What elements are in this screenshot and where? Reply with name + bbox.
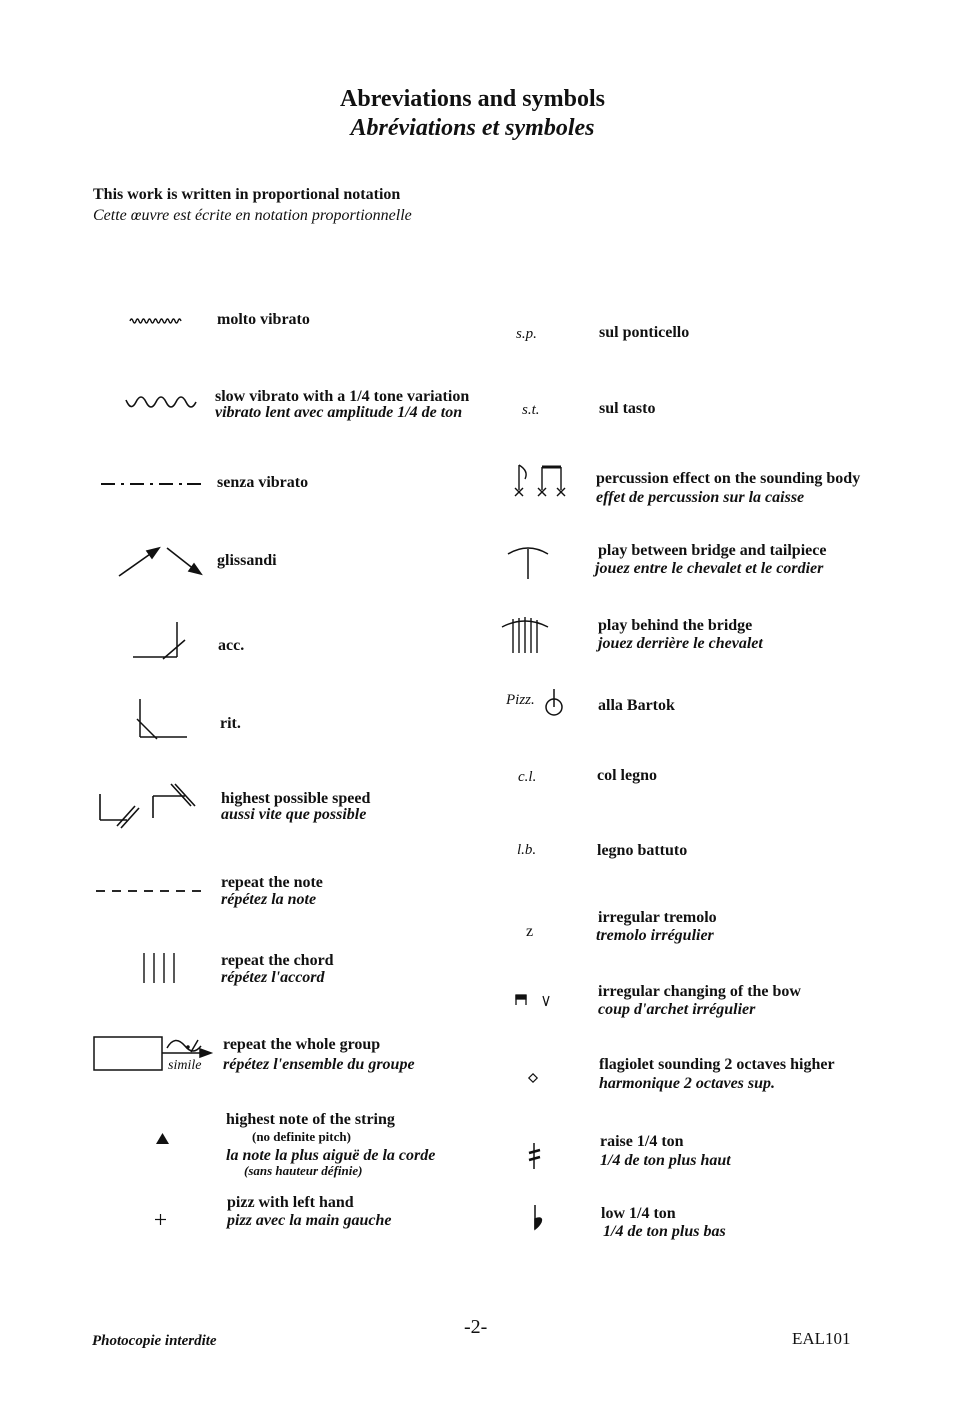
slow-vibrato-label-fr: vibrato lent avec amplitude 1/4 de ton	[215, 404, 463, 421]
sul-ponticello-label: sul ponticello	[599, 324, 690, 341]
repeat-chord-icon	[142, 953, 176, 985]
page-number: -2-	[464, 1316, 488, 1338]
between-bridge-icon	[507, 544, 549, 580]
simile-text: simile	[168, 1058, 202, 1073]
abbr-pizz: Pizz.	[506, 692, 535, 708]
intro-text: This work is written in proportional notation	[93, 186, 401, 203]
repeat-group-label: repeat the whole group	[223, 1036, 381, 1053]
glissandi-label: glissandi	[217, 552, 277, 569]
repeat-chord-label-fr: répétez l'accord	[221, 969, 325, 986]
abbr-st: s.t.	[522, 402, 540, 418]
pizz-left-label: pizz with left hand	[227, 1194, 354, 1211]
ritardando-label: rit.	[220, 715, 241, 732]
repeat-note-icon	[96, 888, 204, 894]
behind-bridge-icon	[501, 615, 549, 655]
repeat-note-label: repeat the note	[221, 874, 323, 891]
flagiolet-label: flagiolet sounding 2 octaves higher	[599, 1056, 835, 1073]
low-quarter-label: low 1/4 ton	[601, 1205, 676, 1222]
ritardando-icon	[137, 699, 191, 741]
legno-battuto-label: legno battuto	[597, 842, 688, 859]
slow-vibrato-label: slow vibrato with a 1/4 tone variation	[215, 388, 470, 405]
bow-change-icon	[515, 994, 553, 1008]
col-legno-label: col legno	[597, 767, 657, 784]
raise-quarter-label: raise 1/4 ton	[600, 1133, 684, 1150]
highest-speed-label-fr: aussi vite que possible	[221, 806, 367, 823]
molto-vibrato-icon	[130, 316, 184, 326]
highest-note-note-fr: (sans hauteur définie)	[244, 1163, 363, 1178]
repeat-chord-label: repeat the chord	[221, 952, 334, 969]
page-subtitle: Abréviations et symboles	[350, 115, 595, 141]
abbr-sp: s.p.	[516, 326, 537, 342]
senza-vibrato-icon	[101, 481, 201, 487]
flagiolet-label-fr: harmonique 2 octaves sup.	[599, 1075, 776, 1092]
highest-note-label-fr: la note la plus aiguë de la corde	[226, 1147, 436, 1164]
behind-bridge-label: play behind the bridge	[598, 617, 753, 634]
percussion-label: percussion effect on the sounding body	[596, 470, 861, 487]
page-title: Abreviations and symbols	[340, 86, 605, 112]
accelerando-label: acc.	[218, 637, 245, 654]
harmonic-circle-icon	[528, 1073, 538, 1083]
glissandi-icon	[117, 544, 203, 578]
plus-icon	[155, 1214, 166, 1225]
percussion-notes-icon	[511, 463, 571, 501]
quarter-sharp-icon	[528, 1143, 542, 1169]
raise-quarter-label-fr: 1/4 de ton plus haut	[600, 1152, 731, 1169]
abbr-lb: l.b.	[517, 842, 537, 858]
footer-copyright: Photocopie interdite	[92, 1333, 217, 1349]
highest-note-note: (no definite pitch)	[252, 1129, 351, 1144]
slow-vibrato-icon	[126, 396, 198, 410]
catalog-code: EAL101	[792, 1329, 851, 1348]
bartok-pizz-icon	[543, 689, 565, 717]
pizz-left-label-fr: pizz avec la main gauche	[227, 1212, 392, 1229]
tremolo-z-icon: z	[526, 923, 534, 940]
behind-bridge-label-fr: jouez derrière le chevalet	[598, 635, 763, 652]
between-bridge-label: play between bridge and tailpiece	[598, 542, 827, 559]
bow-change-label: irregular changing of the bow	[598, 983, 801, 1000]
repeat-note-label-fr: répétez la note	[221, 891, 317, 908]
triangle-icon	[156, 1133, 169, 1144]
highest-note-label: highest note of the string	[226, 1111, 395, 1128]
abbr-cl: c.l.	[518, 769, 537, 785]
highest-speed-label: highest possible speed	[221, 790, 371, 807]
intro-text-fr: Cette œuvre est écrite en notation proportionnelle	[93, 207, 412, 224]
sul-tasto-label: sul tasto	[599, 400, 656, 417]
quarter-flat-icon	[533, 1205, 545, 1231]
bow-change-label-fr: coup d'archet irrégulier	[598, 1001, 756, 1018]
accelerando-icon	[133, 622, 187, 660]
percussion-label-fr: effet de percussion sur la caisse	[596, 489, 805, 506]
irregular-tremolo-label: irregular tremolo	[598, 909, 717, 926]
senza-vibrato-label: senza vibrato	[217, 474, 309, 491]
alla-bartok-label: alla Bartok	[598, 697, 675, 714]
between-bridge-label-fr: jouez entre le chevalet et le cordier	[595, 560, 824, 577]
molto-vibrato-label: molto vibrato	[217, 311, 310, 328]
low-quarter-label-fr: 1/4 de ton plus bas	[603, 1223, 726, 1240]
repeat-group-label-fr: répétez l'ensemble du groupe	[223, 1056, 415, 1073]
irregular-tremolo-label-fr: tremolo irrégulier	[596, 927, 714, 944]
highest-speed-icon	[97, 784, 197, 828]
